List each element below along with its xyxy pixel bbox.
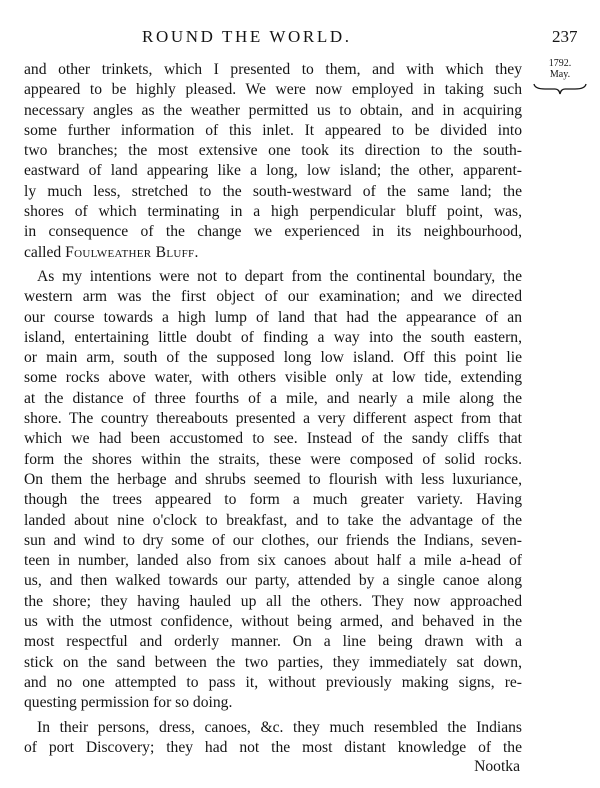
text-line: appeared to be highly pleased. We were now employed in taking such xyxy=(24,81,522,99)
text-line: and other trinkets, which I presented to them, and with which they xyxy=(24,61,522,78)
text-line: In their persons, dress, canoes, &c. they much resembled the Indians xyxy=(37,718,522,736)
text-line: teen in number, landed also from six canoes about half a mile a-head of xyxy=(24,552,522,570)
margin-note xyxy=(532,58,588,95)
text-line: On them the herbage and shrubs seemed to flourish with less luxuriance, xyxy=(24,470,522,488)
text-line: which we had been accustomed to see. Instead of the sandy cliffs that xyxy=(24,430,522,448)
text-line: two branches; the most extensive one took its direction to the south- xyxy=(24,142,522,160)
text-line: shore. The country thereabouts presented a very different aspect from that xyxy=(24,410,522,428)
text-line: us with the utmost confidence, without being armed, and behaved in the xyxy=(24,613,522,631)
text-line: western arm was the first object of our examination; and we directed xyxy=(24,288,522,306)
text-line xyxy=(24,243,522,263)
text-line: shores of which terminating in a high perpendicular bluff point, was, xyxy=(24,203,522,221)
margin-note-month: May. xyxy=(549,69,571,80)
text-line: though the trees appeared to form a much greater variety. Having xyxy=(24,491,522,509)
text-line: us, and then walked towards our party, attended by a single canoe along xyxy=(24,572,522,590)
curly-brace-icon xyxy=(533,83,587,95)
text-line: As my intentions were not to depart from the continental boundary, the xyxy=(37,267,522,285)
text-line: the shore; they having hauled up all the others. They now approached xyxy=(24,592,522,610)
text-line: island, entertaining little doubt of finding a way into the south eastern, xyxy=(24,328,522,346)
paragraph xyxy=(24,267,522,714)
paragraph xyxy=(24,718,522,759)
text-line: landed about nine o'clock to breakfast, and to take the advantage of the xyxy=(24,511,522,529)
text-line: necessary angles as the weather permitted us to obtain, and in acquiring xyxy=(24,101,522,119)
text-line: sun and wind to dry some of our clothes, our friends the Indians, seven- xyxy=(24,531,522,549)
page-number: 237 xyxy=(552,27,578,46)
text-fragment: called xyxy=(24,243,66,261)
catchword: Nootka xyxy=(474,758,520,775)
text-line: eastward of land appearing like a long, low island; the other, apparent- xyxy=(24,162,522,180)
page-header xyxy=(0,27,600,51)
text-line: stick on the sand between the two parties, they immediately sat down, xyxy=(24,653,522,671)
text-line: some further information of this inlet. It appeared to be divided into xyxy=(24,121,522,139)
text-line: at the distance of three fourths of a mile, and nearly a mile along the xyxy=(24,389,522,407)
running-head: ROUND THE WORLD. xyxy=(142,27,352,46)
text-line: some rocks above water, with others visible only at low tide, extending xyxy=(24,369,522,387)
text-line: our course towards a high lump of land that had the appearance of an xyxy=(24,308,522,326)
text-line: in consequence of the change we experienced in its neighbourhood, xyxy=(24,223,522,241)
margin-note-year: 1792. xyxy=(548,58,572,69)
text-line: ly much less, stretched to the south-westward of the same land; the xyxy=(24,182,522,200)
paragraph xyxy=(24,60,522,263)
text-line: of port Discovery; they had not the most distant knowledge of the xyxy=(24,738,522,756)
text-line: most respectful and orderly manner. On a line being drawn with a xyxy=(24,633,522,651)
text-line: questing permission for so doing. xyxy=(24,694,233,712)
place-name: Foulweather Bluff xyxy=(65,243,195,261)
text-fragment: . xyxy=(194,243,199,261)
text-line: or main arm, south of the supposed long low island. Off this point lie xyxy=(24,349,522,367)
text-line: form the shores within the straits, these were composed of solid rocks. xyxy=(24,450,522,468)
body-text xyxy=(24,60,522,758)
text-line: and no one attempted to pass it, without previously making signs, re- xyxy=(24,673,522,691)
